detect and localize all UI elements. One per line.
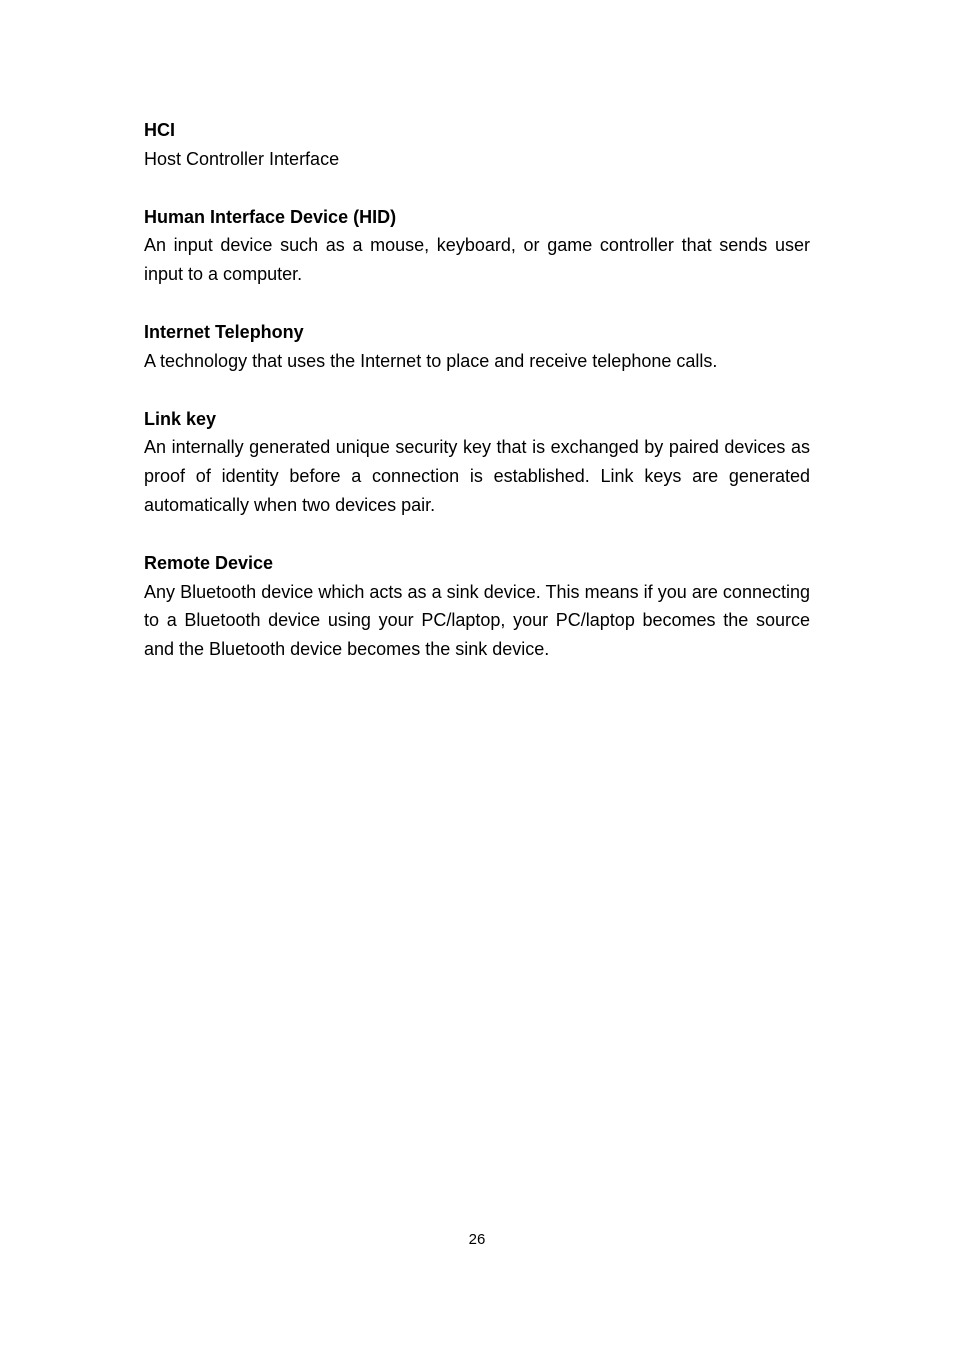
glossary-definition: A technology that uses the Internet to place and receive telephone calls. (144, 350, 718, 371)
glossary-definition: An internally generated unique security key that is exchanged by paired devices as proof of identity before a connection is established. Link keys are generated automatically when two devices pair. (144, 437, 810, 515)
glossary-term: Human Interface Device (HID) (144, 206, 397, 227)
glossary-entry-internet-telephony (144, 318, 810, 376)
glossary-term: Remote Device (144, 552, 274, 573)
page-number: 26 (468, 1231, 486, 1248)
glossary-definition: An input device such as a mouse, keyboard, or game controller that sends user input to a computer. (144, 235, 810, 285)
glossary-entry-hid (144, 203, 810, 289)
glossary-definition: Any Bluetooth device which acts as a sink device. This means if you are connecting to a Bluetooth device using your PC/laptop, your PC/laptop becomes the source and the Bluetooth device becomes the sink device. (144, 581, 810, 660)
glossary-term: HCI (144, 120, 175, 140)
glossary-content (144, 116, 810, 693)
glossary-term: Link key (144, 408, 217, 429)
glossary-definition: Host Controller Interface (144, 148, 340, 169)
glossary-entry-hci (144, 116, 810, 174)
glossary-entry-remote-device (144, 549, 810, 664)
glossary-entry-link-key (144, 405, 810, 520)
glossary-term: Internet Telephony (144, 321, 304, 342)
